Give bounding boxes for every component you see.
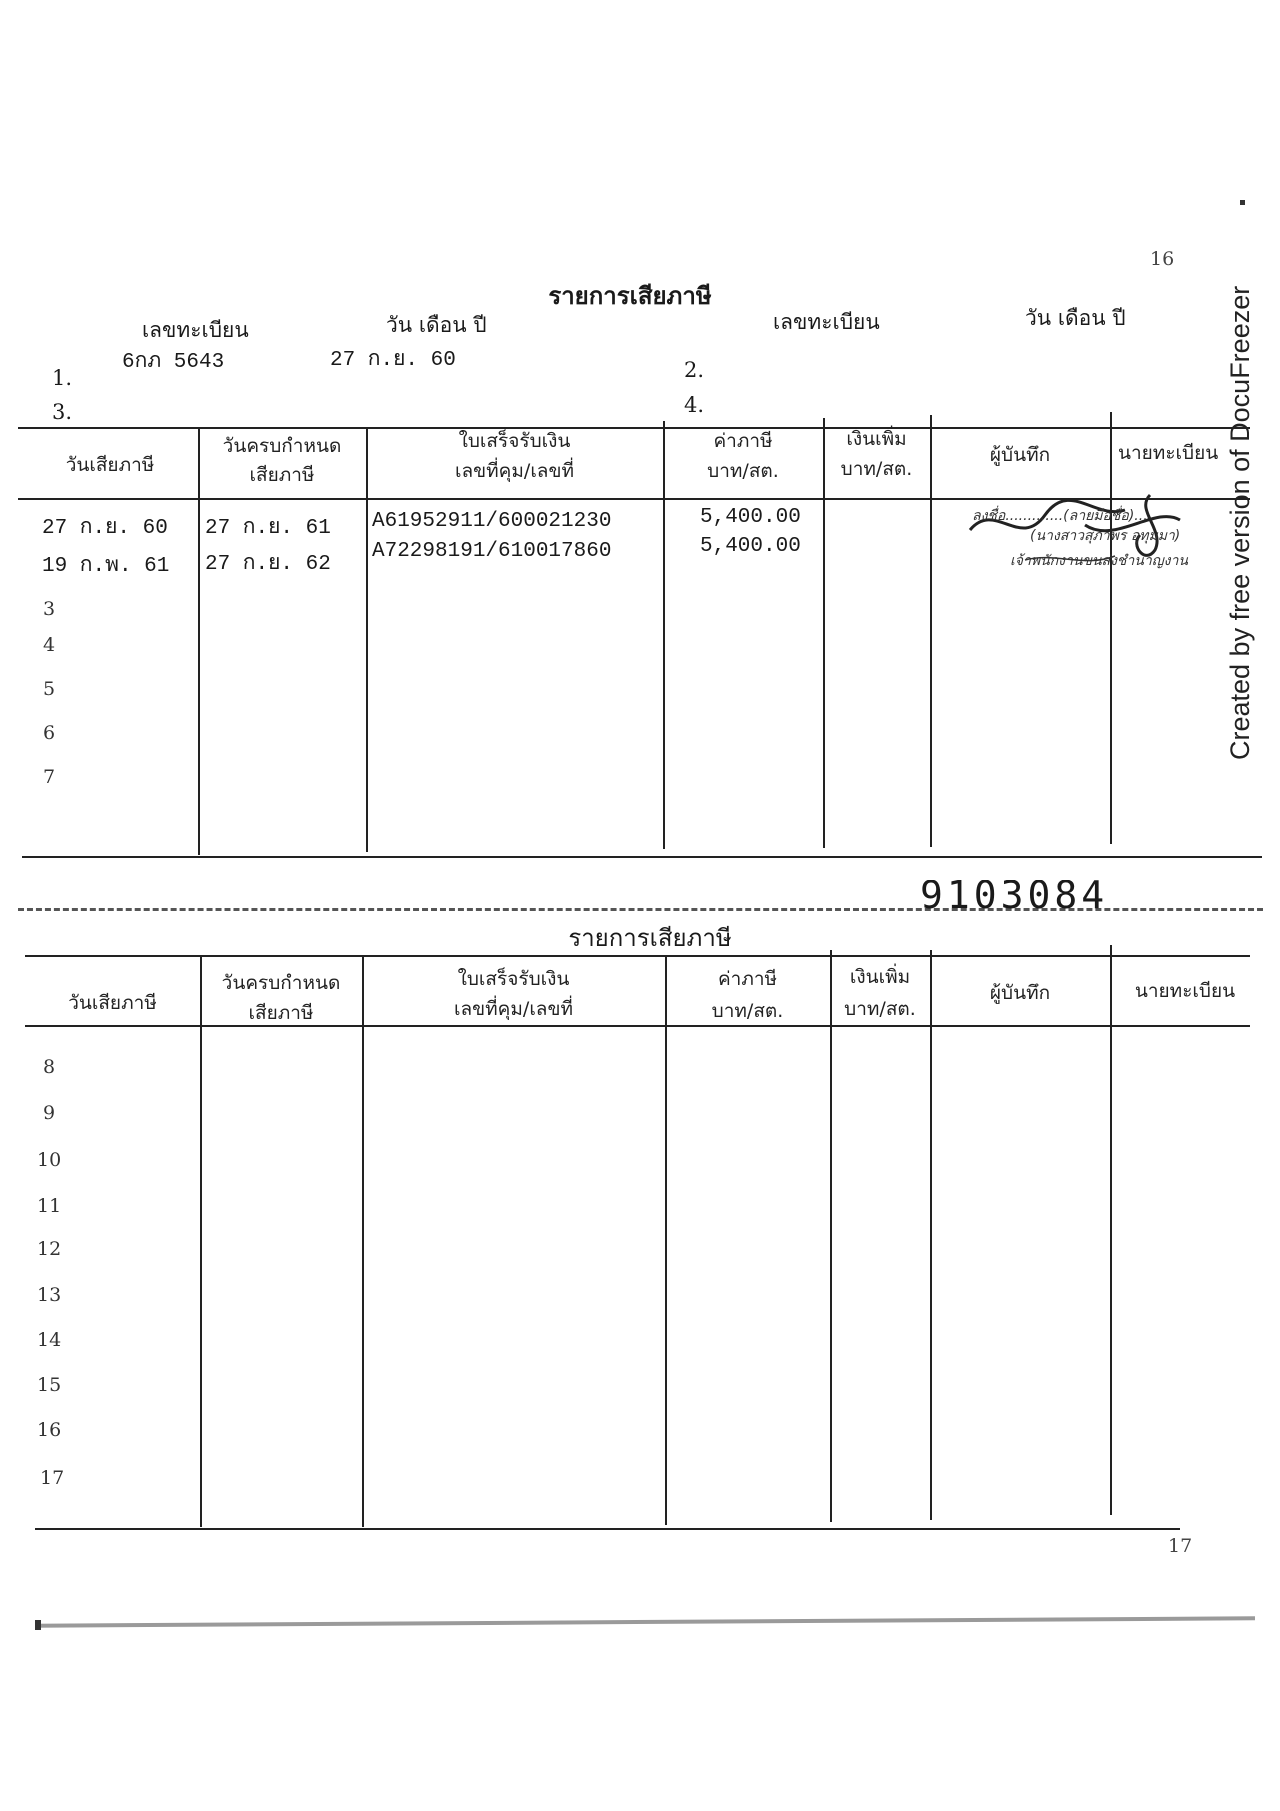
signature-line1: ลงชื่อ.............(ลายมือชื่อ)... [972, 508, 1148, 524]
signature-line3: เจ้าพนักงานขนส่งชำนาญงาน [1010, 553, 1188, 569]
col-divider [663, 421, 665, 849]
col-divider [1110, 412, 1112, 844]
registration-value: 6กภ 5643 [122, 351, 225, 374]
header-recorder: ผู้บันทึก [989, 444, 1051, 466]
col-divider [198, 427, 200, 855]
row-number: 4 [43, 634, 56, 656]
registration-label-right: เลขทะเบียน [773, 310, 880, 334]
page-number-top: 16 [1150, 248, 1175, 270]
header-registrar: นายทะเบียน [1118, 442, 1219, 464]
col-divider [362, 955, 364, 1527]
stamp-number: 9103084 [920, 880, 1109, 910]
row-tax: 5,400.00 [700, 535, 801, 558]
row-number: 17 [40, 1467, 65, 1489]
row-number: 3 [43, 598, 56, 620]
row-number: 6 [43, 722, 56, 744]
header-extra-line2: บาท/สต. [840, 458, 913, 480]
header-receipt-line2: เลขที่คุม/เลขที่ [454, 998, 573, 1020]
header-receipt-line1: ใบเสร็จรับเงิน [458, 430, 571, 452]
header-receipt-line1: ใบเสร็จรับเงิน [457, 968, 570, 990]
col-divider [665, 955, 667, 1525]
header-due-date-line2: เสียภาษี [248, 1002, 314, 1024]
row-number: 8 [43, 1056, 56, 1078]
col-divider [1110, 945, 1112, 1515]
col-divider [830, 950, 832, 1522]
header-due-date-line1: วันครบกำหนด [221, 972, 341, 994]
row-number: 10 [37, 1149, 62, 1171]
page-edge-mark [1240, 200, 1245, 205]
item-4: 4. [684, 393, 705, 417]
row-receipt: A61952911/600021230 [372, 510, 612, 533]
page-number-bottom: 17 [1168, 1535, 1193, 1557]
registration-label-left: เลขทะเบียน [142, 318, 249, 342]
row-number: 13 [37, 1284, 62, 1306]
header-tax-date: วันเสียภาษี [68, 992, 157, 1014]
page-title-top: รายการเสียภาษี [548, 282, 712, 310]
header-receipt-line2: เลขที่คุม/เลขที่ [455, 460, 574, 482]
item-2: 2. [684, 358, 705, 382]
page-edge-line [35, 1616, 1255, 1627]
date-label-left: วัน เดือน ปี [386, 313, 487, 337]
row-tax: 5,400.00 [700, 506, 801, 529]
date-label-right: วัน เดือน ปี [1025, 306, 1126, 330]
row-number: 15 [37, 1374, 62, 1396]
col-divider [823, 418, 825, 848]
row-tax-date: 27 ก.ย. 60 [42, 517, 168, 540]
table-bottom-border [22, 856, 1262, 858]
row-due-date: 27 ก.ย. 61 [205, 517, 331, 540]
item-3: 3. [52, 400, 73, 424]
page-title-bottom: รายการเสียภาษี [568, 924, 732, 952]
table-top-border [25, 955, 1250, 957]
page-edge-mark [35, 1620, 41, 1630]
item-1: 1. [52, 366, 73, 390]
header-due-date-line1: วันครบกำหนด [222, 435, 342, 457]
row-due-date: 27 ก.ย. 62 [205, 553, 331, 576]
row-receipt: A72298191/610017860 [372, 540, 612, 563]
header-recorder: ผู้บันทึก [989, 982, 1051, 1004]
row-number: 11 [37, 1195, 62, 1217]
row-tax-date: 19 ก.พ. 61 [42, 555, 170, 578]
row-number: 14 [37, 1329, 62, 1351]
header-tax-line1: ค่าภาษี [713, 430, 773, 452]
header-extra-line2: บาท/สต. [844, 998, 916, 1020]
row-number: 16 [37, 1419, 62, 1441]
signature-line2: (นางสาวสุภาพร อุทุมมา) [1030, 528, 1181, 544]
header-due-date-line2: เสียภาษี [249, 464, 315, 486]
col-divider [200, 955, 202, 1527]
row-number: 7 [43, 766, 56, 788]
col-divider [366, 427, 368, 852]
table-bottom-border [35, 1528, 1180, 1530]
header-extra-line1: เงินเพิ่ม [846, 428, 907, 450]
header-tax-line2: บาท/สต. [707, 460, 779, 482]
header-extra-line1: เงินเพิ่ม [849, 966, 911, 988]
header-tax-line1: ค่าภาษี [717, 968, 778, 990]
header-tax-date: วันเสียภาษี [65, 454, 155, 476]
row-number: 12 [37, 1238, 62, 1260]
watermark-text: Created by free version of DocuFreezer [1225, 285, 1255, 760]
header-tax-line2: บาท/สต. [711, 1000, 784, 1022]
row-number: 5 [43, 678, 56, 700]
col-divider [930, 950, 932, 1520]
row-number: 9 [43, 1102, 56, 1124]
col-divider [930, 415, 932, 847]
date-value: 27 ก.ย. 60 [330, 349, 456, 372]
header-registrar: นายทะเบียน [1134, 980, 1236, 1002]
